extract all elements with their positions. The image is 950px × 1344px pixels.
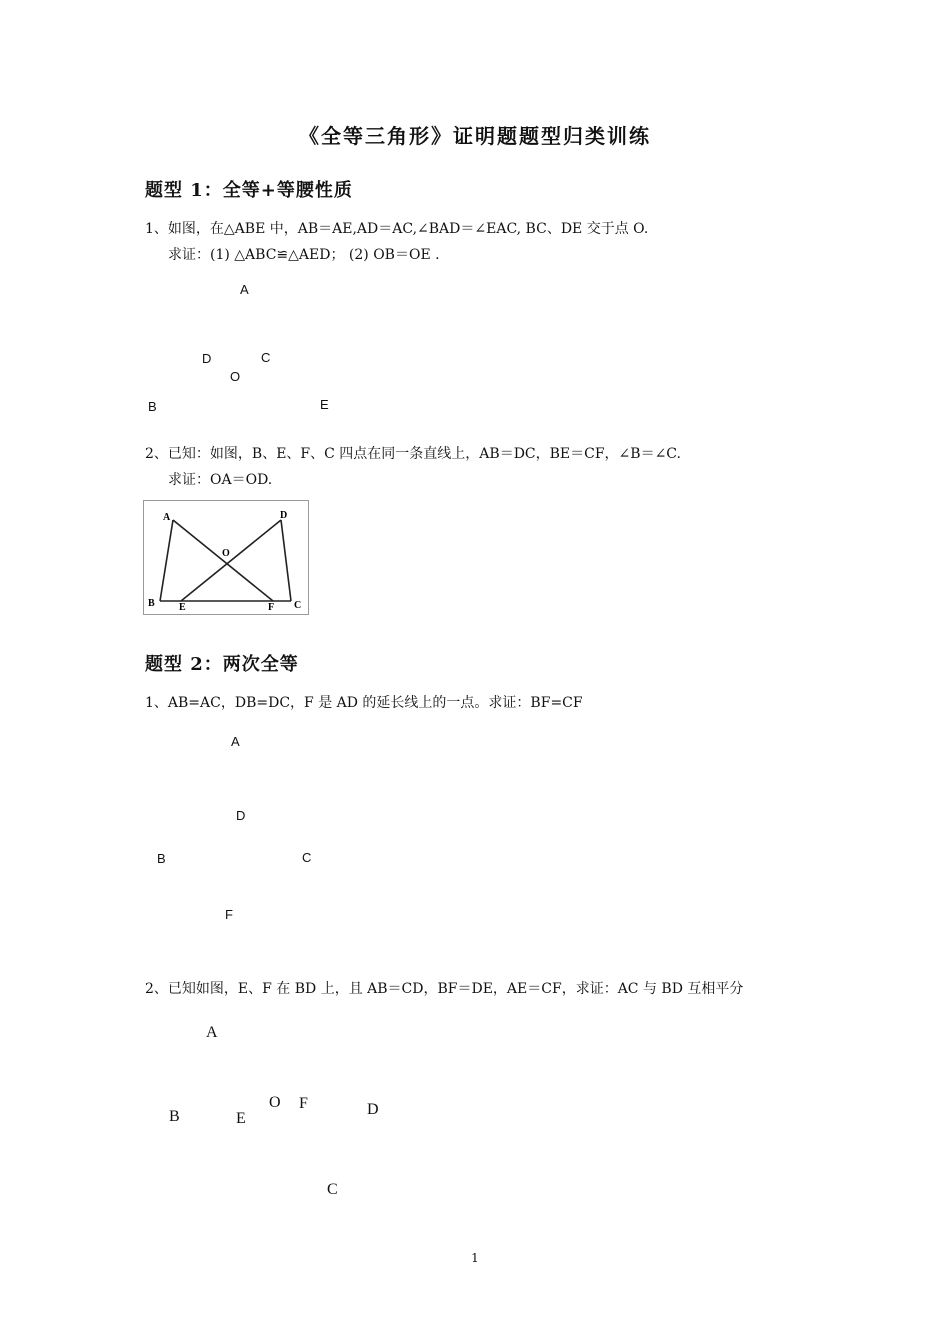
s1-q1-label-a: A bbox=[240, 282, 249, 297]
s2-q2-label-e: E bbox=[236, 1110, 246, 1127]
fig-label-b: B bbox=[148, 598, 155, 609]
s1-q1-label-d: D bbox=[202, 351, 212, 366]
s2-q1-label-d: D bbox=[236, 808, 246, 823]
page-number: 1 bbox=[471, 1251, 479, 1265]
s1-q1-prove: 求证：(1) △ABC≌△AED； (2) OB＝OE . bbox=[168, 247, 440, 263]
s2-q2-label-c: C bbox=[327, 1181, 338, 1198]
s2-q1-label-a: A bbox=[231, 734, 240, 749]
s2-q2-label-o: O bbox=[269, 1094, 281, 1111]
fig-label-f: F bbox=[268, 602, 275, 613]
s2-q2-label-f: F bbox=[299, 1095, 308, 1112]
fig-label-c: C bbox=[294, 600, 302, 611]
fig-label-d: D bbox=[280, 510, 288, 521]
s2-q2-label-a: A bbox=[206, 1024, 218, 1041]
s2-q1-statement: 1、AB=AC，DB=DC，F 是 AD 的延长线上的一点。求证：BF=CF bbox=[145, 695, 583, 711]
s1-q2-statement: 2、已知：如图，B、E、F、C 四点在同一条直线上，AB＝DC，BE＝CF，∠B＝∠C. bbox=[145, 446, 681, 462]
s2-q2-statement: 2、已知如图，E、F 在 BD 上，且 AB＝CD，BF＝DE，AE＝CF，求证：AC 与 BD 互相平分 bbox=[145, 981, 744, 997]
fig-label-e: E bbox=[179, 602, 186, 613]
s2-q1-label-f: F bbox=[225, 907, 233, 922]
section-1-heading: 题型 1：全等+等腰性质 bbox=[145, 180, 353, 201]
fig-label-o: O bbox=[222, 548, 230, 559]
s2-q1-label-c: C bbox=[302, 850, 312, 865]
s2-q2-label-d: D bbox=[367, 1101, 379, 1118]
fig-label-a: A bbox=[163, 512, 171, 523]
s1-q1-label-b: B bbox=[148, 399, 157, 414]
page-title: 《全等三角形》证明题题型归类训练 bbox=[299, 124, 651, 148]
s1-q1-label-o: O bbox=[230, 369, 241, 384]
s2-q2-label-b: B bbox=[169, 1108, 180, 1125]
s2-q1-label-b: B bbox=[157, 851, 166, 866]
s1-q1-label-c: C bbox=[261, 350, 271, 365]
section-2-heading: 题型 2：两次全等 bbox=[145, 654, 299, 675]
s1-q2-prove: 求证：OA＝OD. bbox=[168, 472, 273, 488]
s1-q2-figure bbox=[143, 500, 309, 615]
s1-q1-label-e: E bbox=[320, 397, 329, 412]
s1-q1-statement: 1、如图，在△ABE 中，AB＝AE,AD＝AC,∠BAD＝∠EAC, BC、DE 交于点 O. bbox=[145, 221, 649, 237]
